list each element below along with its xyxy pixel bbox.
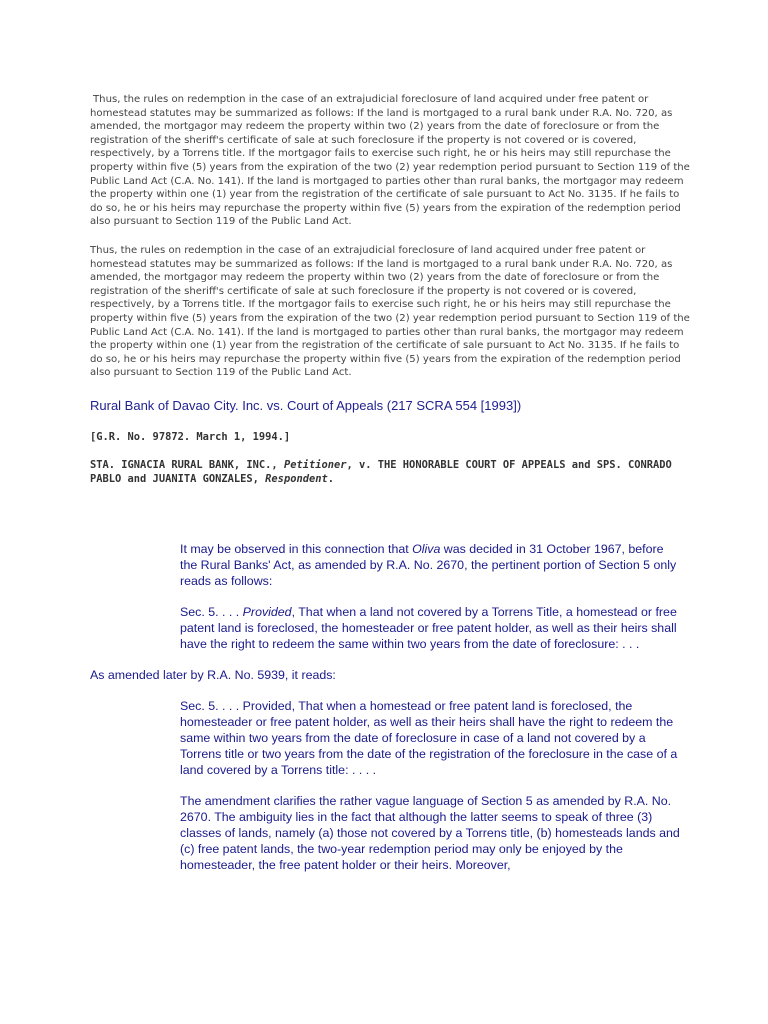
section-5-original-quote bbox=[180, 604, 680, 652]
observation-text-b: was decided in 31 October 1967, before the Rural Banks' Act, as amended by R.A. No. 2670, the pertinent portion of Section 5 only reads as follows: bbox=[180, 541, 677, 588]
gr-number: [G.R. No. 97872. March 1, 1994.] bbox=[90, 430, 291, 443]
case-title-citation: (217 SCRA 554 [1993]) bbox=[383, 397, 522, 413]
respondent-label: Respondent bbox=[265, 472, 328, 485]
parties-petitioner-name: STA. IGNACIA RURAL BANK, INC., bbox=[90, 458, 284, 471]
summary-paragraph-2: Thus, the rules on redemption in the case of an extrajudicial foreclosure of land acquired under free patent or homestead statutes may be summarized as follows: If the land is mortgaged to a rural bank under R.A. No. 720, as amended, the mortgagor may redeem the property within two (2) years from the date of foreclosure or from the registration of the sheriff's certificate of sale at such foreclosure if the property is not covered or is covered, respectively, by a Torrens title. If the mortgagor fails to exercise such right, he or his heirs may still repurchase the property within five (5) years from the expiration of the two (2) year redemption period pursuant to Section 119 of the Public Land Act (C.A. No. 141). If the land is mortgaged to parties other than rural banks, the mortgagor may redeem the property within one (1) year from the registration of the certificate of sale pursuant to Act No. 3135. If he fails to do so, he or his heirs may repurchase the property within five (5) years from the expiration of the redemption period also pursuant to Section 119 of the Public Land Act. bbox=[90, 244, 690, 379]
document-body bbox=[90, 93, 690, 873]
case-title bbox=[90, 398, 690, 414]
section-5-amended-quote: Sec. 5. . . . Provided, That when a homestead or free patent land is foreclosed, the homesteader or free patent holder, as well as their heirs shall have the right to redeem the same within two years from the date of foreclosure in case of a land not covered by a Torrens title or two years from the date of the registration of the foreclosure in the case of a land covered by a Torrens title: . . . . bbox=[180, 698, 678, 777]
observation-paragraph bbox=[180, 541, 680, 589]
section-5-prefix: Sec. 5. . . . bbox=[180, 604, 243, 619]
parties-respondent-names: , v. THE HONORABLE COURT OF APPEALS and SPS. CONRADO PABLO and JUANITA GONZALES, bbox=[90, 458, 672, 485]
petitioner-label: Petitioner bbox=[283, 458, 347, 471]
oliva-case-name: Oliva bbox=[412, 541, 441, 556]
case-parties bbox=[90, 458, 690, 486]
case-title-name: Rural Bank of Davao City. Inc. vs. Court of Appeals bbox=[90, 397, 384, 413]
section-5-original-text: , That when a land not covered by a Torrens Title, a homestead or free patent land is foreclosed, the homesteader or free patent holder, as well as their heirs shall have the right to redeem the same within two years from the date of foreclosure: . . . bbox=[180, 604, 677, 651]
observation-text-a: It may be observed in this connection that bbox=[180, 541, 413, 556]
amended-intro: As amended later by R.A. No. 5939, it reads: bbox=[90, 667, 336, 682]
parties-end: . bbox=[327, 472, 334, 485]
amendment-clarification-paragraph: The amendment clarifies the rather vague language of Section 5 as amended by R.A. No. 2670. The ambiguity lies in the fact that although the latter seems to speak of three (3) classes of lands, namely (a) those not covered by a Torrens title, (b) homesteads lands and (c) free patent lands, the two-year redemption period may only be enjoyed by the homesteader, the free patent holder or their heirs. Moreover, bbox=[180, 793, 680, 872]
summary-paragraph-1: Thus, the rules on redemption in the case of an extrajudicial foreclosure of land acquired under free patent or homestead statutes may be summarized as follows: If the land is mortgaged to a rural bank under R.A. No. 720, as amended, the mortgagor may redeem the property within two (2) years from the date of foreclosure or from the registration of the sheriff's certificate of sale at such foreclosure if the property is not covered or is covered, respectively, by a Torrens title. If the mortgagor fails to exercise such right, he or his heirs may still repurchase the property within five (5) years from the expiration of the two (2) year redemption period pursuant to Section 119 of the Public Land Act (C.A. No. 141). If the land is mortgaged to parties other than rural banks, the mortgagor may redeem the property within one (1) year from the registration of the certificate of sale pursuant to Act No. 3135. If he fails to do so, he or his heirs may repurchase the property within five (5) years from the expiration of the redemption period also pursuant to Section 119 of the Public Land Act. bbox=[90, 94, 690, 228]
provided-word: Provided bbox=[242, 604, 292, 619]
